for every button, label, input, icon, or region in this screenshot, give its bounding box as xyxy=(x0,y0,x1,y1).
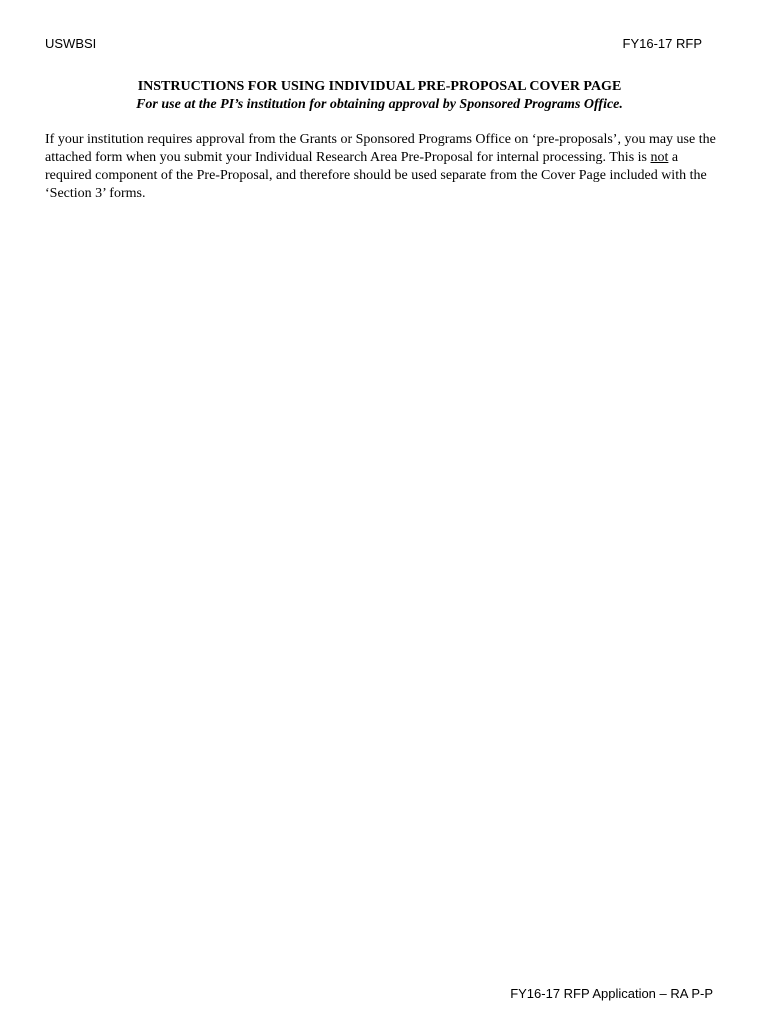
instructions-text-part1: If your institution requires approval from the Grants or Sponsored Programs Office on ‘pre-proposals’, you may use the attached form when you submit your Individual Research Area Pre-Proposal for internal processing. This is xyxy=(45,132,716,165)
page-footer: FY16-17 RFP Application – RA P-P xyxy=(510,986,713,1001)
header-organization: USWBSI xyxy=(45,36,97,51)
page-subtitle: For use at the PI’s institution for obtaining approval by Sponsored Programs Office. xyxy=(136,97,623,112)
page-title: INSTRUCTIONS FOR USING INDIVIDUAL PRE-PROPOSAL COVER PAGE xyxy=(137,79,622,94)
title-block xyxy=(45,78,714,114)
emphasis-not: not xyxy=(650,150,669,165)
instructions-text-part2: a required component of the Pre-Proposal, and therefore should be used separate from the Cover Page included with the ‘Section 3’ forms. xyxy=(45,150,707,201)
header-rfp-label: FY16-17 RFP xyxy=(622,36,702,51)
instructions-paragraph xyxy=(45,131,720,203)
